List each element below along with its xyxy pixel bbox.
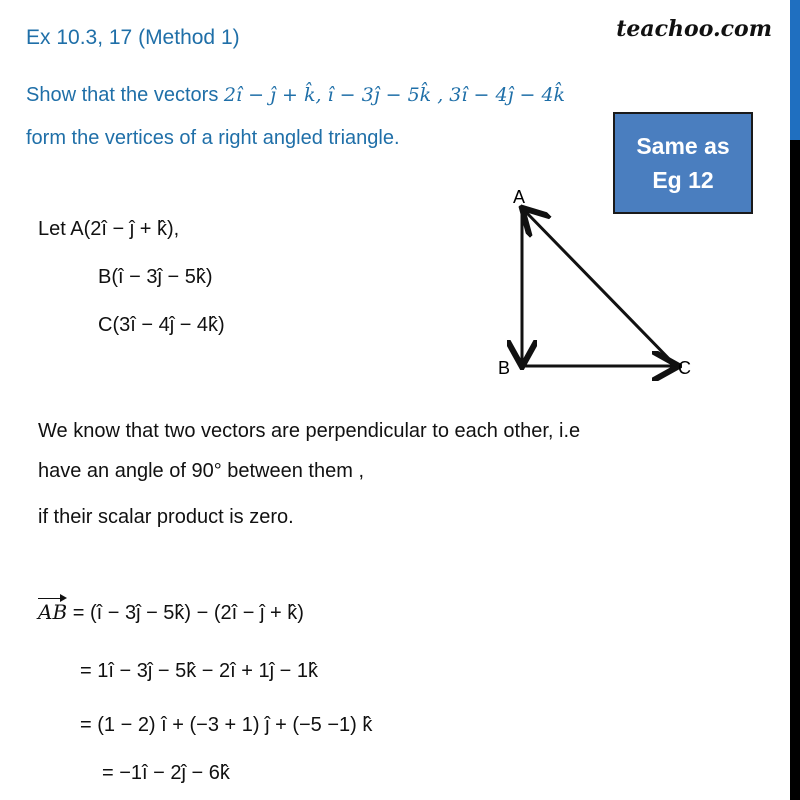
working-step-4: = −1î − 2ĵ − 6k̂ bbox=[102, 762, 230, 784]
working-step-2: = 1î − 3ĵ − 5k̂ − 2î + 1ĵ − 1k̂ bbox=[80, 660, 318, 682]
question-line-2: form the vertices of a right angled triangle. bbox=[26, 127, 400, 149]
question-text: Show that the vectors bbox=[26, 84, 224, 106]
vertex-b-label: B bbox=[498, 358, 511, 378]
question-line-1 bbox=[26, 84, 565, 107]
working-step-3: = (1 − 2) î + (−3 + 1) ĵ + (−5 −1) k̂ bbox=[80, 714, 373, 736]
triangle-diagram bbox=[490, 180, 710, 385]
side-ca bbox=[524, 210, 676, 366]
vertex-a-label: A bbox=[513, 187, 526, 207]
working-step-1 bbox=[38, 600, 304, 625]
let-point-a: Let A(2î − ĵ + k̂), bbox=[38, 218, 180, 240]
exercise-title: Ex 10.3, 17 (Method 1) bbox=[26, 26, 240, 49]
edge-strip-blue bbox=[790, 0, 800, 140]
step-1-expression: = (î − 3ĵ − 5k̂) − (2î − ĵ + k̂) bbox=[72, 602, 304, 624]
paragraph-line-2: have an angle of 90° between them , bbox=[38, 460, 365, 482]
note-line-1: Same as bbox=[636, 133, 730, 159]
teachoo-logo: teachoo.com bbox=[616, 16, 772, 42]
paragraph-line-1: We know that two vectors are perpendicular to each other, i.e bbox=[38, 420, 581, 442]
edge-strip-black bbox=[790, 140, 800, 800]
paragraph-line-3: if their scalar product is zero. bbox=[38, 506, 294, 528]
vector-ab: AB bbox=[38, 600, 68, 624]
note-line-2: Eg 12 bbox=[652, 167, 714, 193]
let-point-b: B(î − 3ĵ − 5k̂) bbox=[98, 266, 213, 288]
vertex-c-label: C bbox=[678, 358, 691, 378]
let-point-c: C(3î − 4ĵ − 4k̂) bbox=[98, 314, 225, 336]
question-vectors: 2î − ĵ + k̂, î − 3ĵ − 5k̂ , 3î − 4ĵ − 4k̂ bbox=[223, 84, 566, 106]
